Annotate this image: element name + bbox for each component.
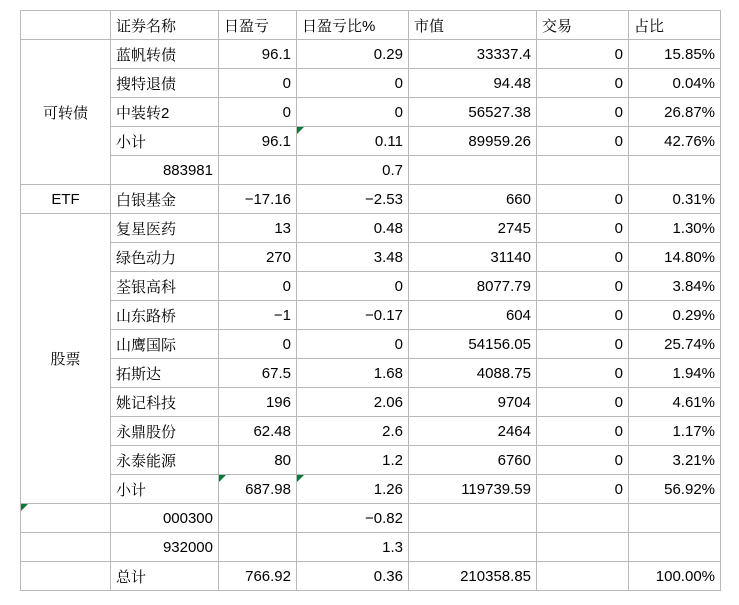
cell-daily-pl: 687.98	[219, 475, 297, 504]
table-row[interactable]	[21, 214, 721, 243]
cell-trade: 0	[537, 388, 629, 417]
category-cell-empty	[21, 562, 111, 591]
cell-daily-pl-pct: 0.11	[297, 127, 409, 156]
cell-market-value	[409, 504, 537, 533]
header-cell-daily-pl: 日盈亏	[219, 11, 297, 40]
cell-trade: 0	[537, 40, 629, 69]
table-row[interactable]	[21, 185, 721, 214]
cell-market-value: 33337.4	[409, 40, 537, 69]
cell-market-value: 31140	[409, 243, 537, 272]
cell-market-value: 604	[409, 301, 537, 330]
table-row-index[interactable]	[21, 504, 721, 533]
cell-market-value: 89959.26	[409, 127, 537, 156]
cell-name: 搜特退债	[111, 69, 219, 98]
cell-daily-pl-pct: 0.7	[297, 156, 409, 185]
cell-weight: 100.00%	[629, 562, 721, 591]
cell-name: 中装转2	[111, 98, 219, 127]
cell-market-value	[409, 156, 537, 185]
cell-daily-pl: 0	[219, 272, 297, 301]
cell-market-value: 9704	[409, 388, 537, 417]
cell-weight: 1.94%	[629, 359, 721, 388]
cell-weight: 15.85%	[629, 40, 721, 69]
cell-name: 000300	[111, 504, 219, 533]
cell-daily-pl	[219, 504, 297, 533]
cell-market-value: 56527.38	[409, 98, 537, 127]
table-row[interactable]	[21, 69, 721, 98]
cell-weight: 26.87%	[629, 98, 721, 127]
table-row-total[interactable]	[21, 562, 721, 591]
cell-name: 白银基金	[111, 185, 219, 214]
cell-name: 永鼎股份	[111, 417, 219, 446]
cell-daily-pl: 196	[219, 388, 297, 417]
cell-weight: 0.31%	[629, 185, 721, 214]
cell-name: 拓斯达	[111, 359, 219, 388]
cell-trade: 0	[537, 185, 629, 214]
cell-trade: 0	[537, 272, 629, 301]
cell-trade: 0	[537, 446, 629, 475]
cell-name: 883981	[111, 156, 219, 185]
cell-market-value: 8077.79	[409, 272, 537, 301]
table-header-row	[21, 11, 721, 40]
table-row-index[interactable]	[21, 533, 721, 562]
cell-daily-pl-pct: 0	[297, 98, 409, 127]
cell-trade: 0	[537, 243, 629, 272]
table-row[interactable]	[21, 301, 721, 330]
cell-trade: 0	[537, 127, 629, 156]
category-cell-etf: ETF	[21, 185, 111, 214]
cell-market-value: 2464	[409, 417, 537, 446]
cell-daily-pl: 96.1	[219, 40, 297, 69]
cell-daily-pl-pct: 0	[297, 330, 409, 359]
cell-daily-pl-pct: 3.48	[297, 243, 409, 272]
category-cell-empty	[21, 533, 111, 562]
cell-weight: 25.74%	[629, 330, 721, 359]
table-row[interactable]	[21, 417, 721, 446]
cell-name: 山鹰国际	[111, 330, 219, 359]
cell-name: 山东路桥	[111, 301, 219, 330]
header-cell-trade: 交易	[537, 11, 629, 40]
cell-daily-pl: 0	[219, 330, 297, 359]
table-row[interactable]	[21, 272, 721, 301]
cell-name: 复星医药	[111, 214, 219, 243]
cell-daily-pl: 62.48	[219, 417, 297, 446]
cell-trade: 0	[537, 417, 629, 446]
cell-trade: 0	[537, 301, 629, 330]
cell-trade	[537, 156, 629, 185]
cell-daily-pl-pct: 1.68	[297, 359, 409, 388]
cell-trade	[537, 562, 629, 591]
cell-daily-pl: 80	[219, 446, 297, 475]
cell-trade: 0	[537, 475, 629, 504]
cell-weight	[629, 156, 721, 185]
cell-name: 蓝帆转债	[111, 40, 219, 69]
category-cell-stock: 股票	[21, 214, 111, 504]
table-row[interactable]	[21, 40, 721, 69]
table-row-index[interactable]	[21, 156, 721, 185]
cell-name: 绿色动力	[111, 243, 219, 272]
cell-daily-pl: −1	[219, 301, 297, 330]
cell-daily-pl: 67.5	[219, 359, 297, 388]
cell-daily-pl: −17.16	[219, 185, 297, 214]
cell-market-value: 119739.59	[409, 475, 537, 504]
cell-trade: 0	[537, 214, 629, 243]
cell-daily-pl-pct: −0.82	[297, 504, 409, 533]
cell-weight: 1.30%	[629, 214, 721, 243]
cell-market-value: 660	[409, 185, 537, 214]
cell-daily-pl-pct: 0	[297, 272, 409, 301]
cell-weight: 1.17%	[629, 417, 721, 446]
header-cell-weight: 占比	[629, 11, 721, 40]
table-row[interactable]	[21, 243, 721, 272]
cell-daily-pl: 0	[219, 69, 297, 98]
cell-daily-pl-pct: 1.2	[297, 446, 409, 475]
cell-daily-pl-pct: 2.6	[297, 417, 409, 446]
cell-market-value: 210358.85	[409, 562, 537, 591]
cell-daily-pl-pct: 0.36	[297, 562, 409, 591]
cell-weight: 14.80%	[629, 243, 721, 272]
header-cell-name: 证券名称	[111, 11, 219, 40]
cell-daily-pl-pct: 2.06	[297, 388, 409, 417]
table-row[interactable]	[21, 330, 721, 359]
header-cell-corner	[21, 11, 111, 40]
cell-daily-pl-pct: 0.48	[297, 214, 409, 243]
cell-name: 932000	[111, 533, 219, 562]
table-row[interactable]	[21, 359, 721, 388]
cell-weight: 3.84%	[629, 272, 721, 301]
cell-daily-pl	[219, 533, 297, 562]
table-row-subtotal[interactable]	[21, 475, 721, 504]
header-cell-market-value: 市值	[409, 11, 537, 40]
table-row[interactable]	[21, 388, 721, 417]
category-cell-empty	[21, 504, 111, 533]
cell-weight: 4.61%	[629, 388, 721, 417]
cell-weight	[629, 504, 721, 533]
cell-name: 姚记科技	[111, 388, 219, 417]
cell-trade	[537, 504, 629, 533]
cell-weight: 56.92%	[629, 475, 721, 504]
cell-name: 小计	[111, 475, 219, 504]
cell-market-value: 4088.75	[409, 359, 537, 388]
category-cell-convertible: 可转债	[21, 40, 111, 185]
cell-name: 永泰能源	[111, 446, 219, 475]
cell-name: 荃银高科	[111, 272, 219, 301]
cell-daily-pl: 270	[219, 243, 297, 272]
cell-daily-pl-pct: −2.53	[297, 185, 409, 214]
cell-daily-pl-pct: 0.29	[297, 40, 409, 69]
cell-weight: 0.04%	[629, 69, 721, 98]
cell-market-value: 94.48	[409, 69, 537, 98]
portfolio-table	[20, 10, 721, 591]
table-row[interactable]	[21, 98, 721, 127]
table-row-subtotal[interactable]	[21, 127, 721, 156]
cell-daily-pl-pct: 1.26	[297, 475, 409, 504]
cell-daily-pl-pct: 0	[297, 69, 409, 98]
header-cell-daily-pl-pct: 日盈亏比%	[297, 11, 409, 40]
cell-trade: 0	[537, 330, 629, 359]
cell-daily-pl-pct: 1.3	[297, 533, 409, 562]
cell-daily-pl	[219, 156, 297, 185]
cell-weight: 3.21%	[629, 446, 721, 475]
cell-market-value: 54156.05	[409, 330, 537, 359]
table-row[interactable]	[21, 446, 721, 475]
cell-daily-pl: 0	[219, 98, 297, 127]
cell-daily-pl: 96.1	[219, 127, 297, 156]
cell-name: 小计	[111, 127, 219, 156]
spreadsheet-view	[0, 10, 739, 605]
cell-trade: 0	[537, 69, 629, 98]
cell-daily-pl-pct: −0.17	[297, 301, 409, 330]
cell-trade: 0	[537, 98, 629, 127]
cell-daily-pl: 766.92	[219, 562, 297, 591]
cell-market-value: 2745	[409, 214, 537, 243]
cell-market-value	[409, 533, 537, 562]
cell-trade: 0	[537, 359, 629, 388]
cell-trade	[537, 533, 629, 562]
cell-name: 总计	[111, 562, 219, 591]
cell-market-value: 6760	[409, 446, 537, 475]
cell-weight: 0.29%	[629, 301, 721, 330]
cell-weight	[629, 533, 721, 562]
cell-weight: 42.76%	[629, 127, 721, 156]
cell-daily-pl: 13	[219, 214, 297, 243]
